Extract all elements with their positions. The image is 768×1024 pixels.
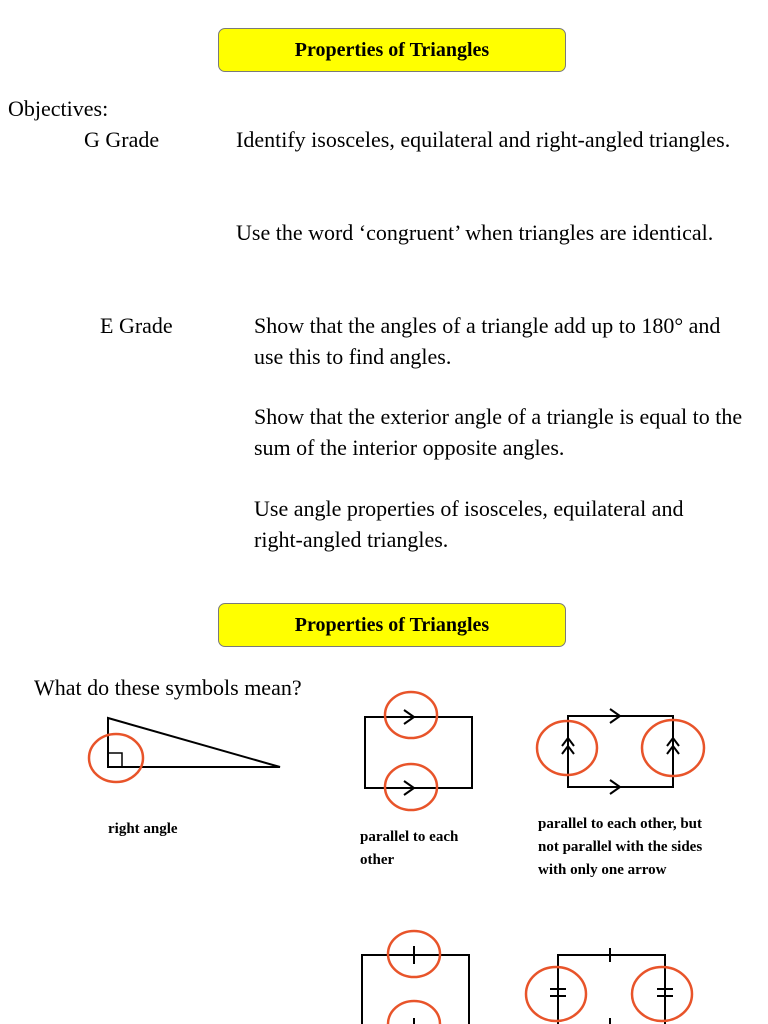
caption-right-angle: right angle <box>108 821 178 837</box>
g-grade-objective-1: Identify isosceles, equilateral and right-angled triangles. <box>236 127 731 152</box>
highlight-circle <box>89 734 143 782</box>
highlight-circle <box>632 967 692 1021</box>
parallel-rectangle <box>365 692 472 810</box>
objectives-label: Objectives: <box>8 96 109 121</box>
equal-sides-rectangle <box>362 931 469 1024</box>
double-tick-rectangle <box>526 948 692 1024</box>
slide2-title: Properties of Triangles <box>218 603 566 647</box>
right-angle-triangle <box>89 718 280 782</box>
parallel-double-rectangle <box>537 709 704 794</box>
highlight-circle <box>526 967 586 1021</box>
e-grade-objective-1: Show that the angles of a triangle add up to 180° and use this to find angles. <box>254 313 721 369</box>
e-grade-objective-3: Use angle properties of isosceles, equilateral and right-angled triangles. <box>254 496 684 552</box>
right-angle-marker <box>108 753 122 767</box>
caption-parallel: parallel to each other <box>360 829 459 868</box>
slide1-title: Properties of Triangles <box>218 28 566 72</box>
symbols-question: What do these symbols mean? <box>34 675 302 700</box>
g-grade-objective-2: Use the word ‘congruent’ when triangles are identical. <box>236 220 714 245</box>
g-grade-label: G Grade <box>84 127 160 152</box>
caption-parallel-double: parallel to each other, but not parallel with the sides with only one arrow <box>538 816 703 878</box>
e-grade-label: E Grade <box>100 313 173 338</box>
e-grade-objective-2: Show that the exterior angle of a triangle is equal to the sum of the interior opposite angles. <box>254 404 743 460</box>
